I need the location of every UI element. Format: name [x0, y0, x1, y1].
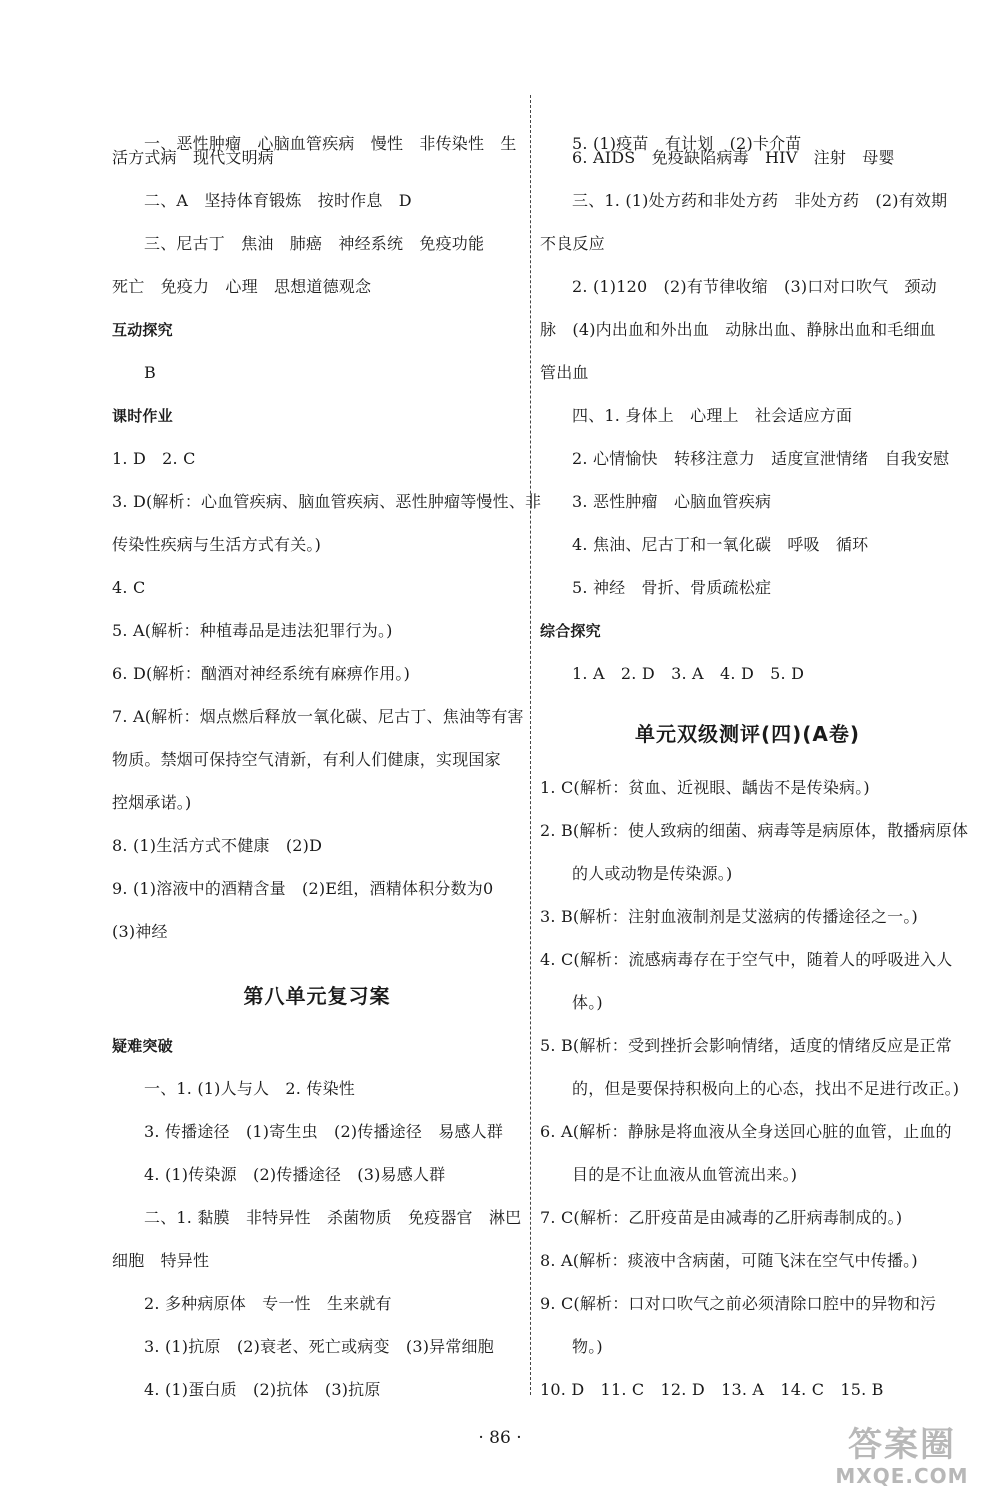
answer-line: 4. (1)蛋白质 (2)抗体 (3)抗原 — [144, 1380, 381, 1399]
answer-line: 1. A 2. D 3. A 4. D 5. D — [572, 664, 805, 683]
answer-line: 控烟承诺。) — [112, 793, 192, 812]
section-heading: 综合探究 — [540, 622, 601, 640]
answer-line: 体。) — [572, 993, 603, 1012]
answer-line: 4. (1)传染源 (2)传播途径 (3)易感人群 — [144, 1165, 446, 1184]
answer-line: 物质。禁烟可保持空气清新，有利人们健康，实现国家 — [112, 750, 501, 769]
section-title: 第八单元复习案 — [243, 984, 391, 1008]
answer-line: 10. D 11. C 12. D 13. A 14. C 15. B — [540, 1380, 884, 1399]
answer-line: 4. C — [112, 578, 146, 597]
answer-line: 1. C(解析：贫血、近视眼、龋齿不是传染病。) — [540, 778, 870, 797]
section-heading: 互动探究 — [112, 321, 173, 339]
answer-line: 3. 恶性肿瘤 心脑血管疾病 — [572, 492, 772, 511]
page-number: · 86 · — [478, 1428, 522, 1448]
section-title: 单元双级测评(四)(A卷) — [634, 722, 861, 746]
watermark-text: 答案圈 — [848, 1425, 956, 1465]
answer-line: 3. D(解析：心血管疾病、脑血管疾病、恶性肿瘤等慢性、非 — [112, 492, 542, 511]
answer-line: 一、恶性肿瘤 心脑血管疾病 慢性 非传染性 生 — [144, 134, 517, 153]
answer-line: 5. (1)疫苗 有计划 (2)卡介苗 — [572, 134, 802, 153]
answer-line: 7. C(解析：乙肝疫苗是由减毒的乙肝病毒制成的。) — [540, 1208, 903, 1227]
answer-line: 的人或动物是传染源。) — [572, 864, 733, 883]
answer-line: 二、A 坚持体育锻炼 按时作息 D — [144, 191, 412, 210]
answer-line: 2. (1)120 (2)有节律收缩 (3)口对口吹气 颈动 — [572, 277, 937, 296]
section-heading: 疑难突破 — [112, 1037, 173, 1055]
answer-line: 活方式病 现代文明病 — [112, 148, 275, 167]
answer-line: 7. A(解析：烟点燃后释放一氧化碳、尼古丁、焦油等有害 — [112, 707, 524, 726]
watermark-url: MXQE.COM — [835, 1464, 969, 1488]
answer-line: 6. AIDS 免疫缺陷病毒 HIV 注射 母婴 — [572, 148, 895, 167]
section-heading: 课时作业 — [112, 407, 173, 425]
answer-line: 2. 多种病原体 专一性 生来就有 — [144, 1294, 392, 1313]
answer-line: 不良反应 — [540, 234, 605, 253]
answer-line: 管出血 — [540, 363, 589, 382]
answer-line: 9. (1)溶液中的酒精含量 (2)E组，酒精体积分数为0 — [112, 879, 494, 898]
answer-line: 3. (1)抗原 (2)衰老、死亡或病变 (3)异常细胞 — [144, 1337, 494, 1356]
answer-line: 5. B(解析：受到挫折会影响情绪，适度的情绪反应是正常 — [540, 1036, 952, 1055]
answer-line: 3. B(解析：注射血液制剂是艾滋病的传播途径之一。) — [540, 907, 918, 926]
answer-line: 目的是不让血液从血管流出来。) — [572, 1165, 798, 1184]
answer-line: 2. 心情愉快 转移注意力 适度宣泄情绪 自我安慰 — [572, 449, 950, 468]
watermark-logo — [822, 1425, 982, 1488]
answer-line: 死亡 免疫力 心理 思想道德观念 — [112, 277, 372, 296]
answer-line: 8. (1)生活方式不健康 (2)D — [112, 836, 323, 855]
answer-line: 5. A(解析：种植毒品是违法犯罪行为。) — [112, 621, 393, 640]
answer-line: 三、尼古丁 焦油 肺癌 神经系统 免疫功能 — [144, 234, 485, 253]
answer-line: 4. C(解析：流感病毒存在于空气中，随着人的呼吸进入人 — [540, 950, 953, 969]
answer-line: 8. A(解析：痰液中含病菌，可随飞沫在空气中传播。) — [540, 1251, 918, 1270]
answer-line: 6. D(解析：酗酒对神经系统有麻痹作用。) — [112, 664, 411, 683]
answer-line: 一、1. (1)人与人 2. 传染性 — [144, 1079, 355, 1098]
column-divider — [530, 95, 531, 1395]
answer-line: 传染性疾病与生活方式有关。) — [112, 535, 322, 554]
answer-line: 9. C(解析：口对口吹气之前必须清除口腔中的异物和污 — [540, 1294, 937, 1313]
answer-line: 三、1. (1)处方药和非处方药 非处方药 (2)有效期 — [572, 191, 948, 210]
answer-line: 物。) — [572, 1337, 603, 1356]
answer-line: 1. D 2. C — [112, 449, 196, 468]
answer-line: 脉 (4)内出血和外出血 动脉出血、静脉出血和毛细血 — [540, 320, 936, 339]
answer-line: 5. 神经 骨折、骨质疏松症 — [572, 578, 772, 597]
answer-line: 二、1. 黏膜 非特异性 杀菌物质 免疫器官 淋巴 — [144, 1208, 522, 1227]
answer-line: 2. B(解析：使人致病的细菌、病毒等是病原体，散播病原体 — [540, 821, 969, 840]
answer-line: 4. 焦油、尼古丁和一氧化碳 呼吸 循环 — [572, 535, 869, 554]
answer-line: 的，但是要保持积极向上的心态，找出不足进行改正。) — [572, 1079, 960, 1098]
answer-line: 6. A(解析：静脉是将血液从全身送回心脏的血管，止血的 — [540, 1122, 952, 1141]
answer-line: 细胞 特异性 — [112, 1251, 210, 1270]
answer-line: (3)神经 — [112, 922, 168, 941]
answer-line: 四、1. 身体上 心理上 社会适应方面 — [572, 406, 853, 425]
answer-line: 3. 传播途径 (1)寄生虫 (2)传播途径 易感人群 — [144, 1122, 504, 1141]
answer-line: B — [144, 363, 156, 382]
